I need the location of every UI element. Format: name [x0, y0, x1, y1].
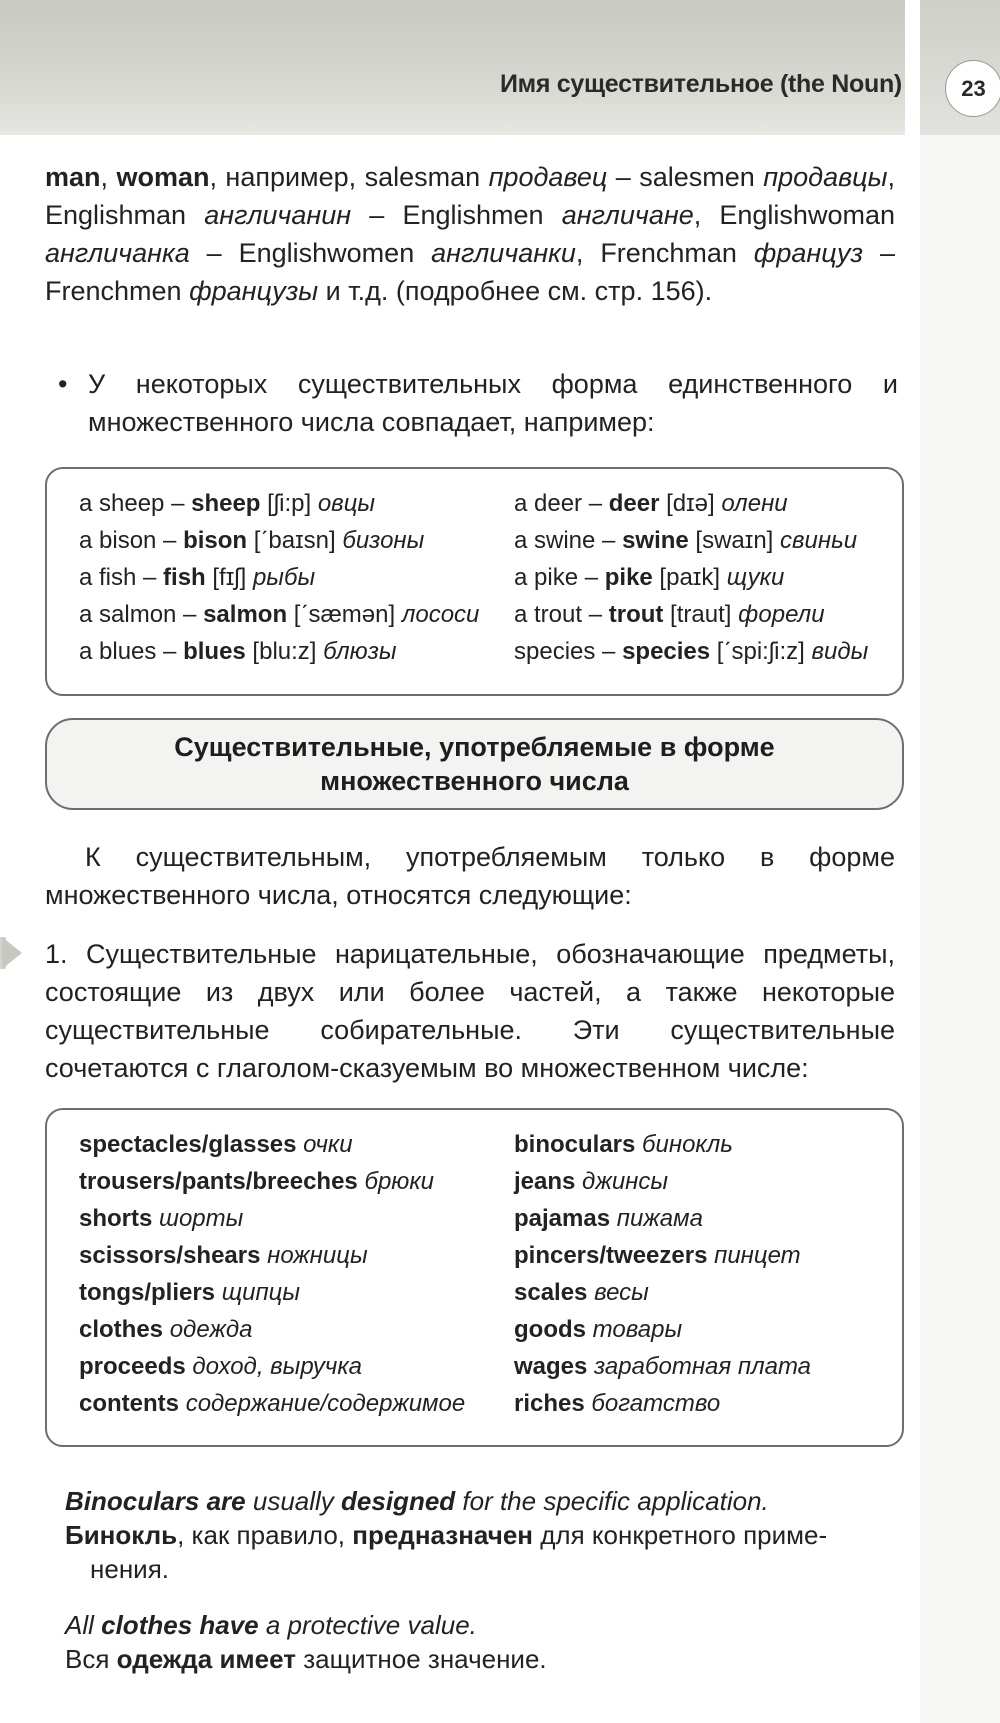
plural-noun-row: clothes одежда	[79, 1316, 253, 1343]
bullet-dot-icon: •	[58, 369, 68, 399]
same-form-row: a sheep – sheep [ʃi:p] овцы	[79, 490, 376, 517]
same-form-row: a salmon – salmon [ˊsæmən] лососи	[79, 601, 480, 628]
same-form-row: species – species [ˊspi:ʃi:z] виды	[514, 638, 869, 665]
plural-nouns-box	[45, 1108, 904, 1447]
plural-noun-row: wages заработная плата	[514, 1353, 812, 1380]
section-heading	[45, 718, 904, 810]
intro-translation: французы	[189, 276, 319, 306]
intro-word: woman	[116, 162, 210, 192]
same-form-row: a trout – trout [traut] форели	[514, 601, 825, 628]
intro-translation: англичанин	[204, 200, 352, 230]
example-1-russian: Бинокль, как правило, предназначен для конкретного приме- нения.	[65, 1520, 828, 1584]
example-1-english: Binoculars are usually designed for the specific application.	[65, 1486, 769, 1516]
intro-translation: француз	[753, 238, 864, 268]
intro-text: ,	[100, 162, 117, 192]
plural-noun-row: contents содержание/содержимое	[79, 1390, 466, 1417]
intro-translation: англичане	[561, 200, 694, 230]
intro-translation: англичанка	[45, 238, 190, 268]
intro-translation: англичанки	[431, 238, 576, 268]
intro-text: , например, salesman	[209, 162, 489, 192]
plural-noun-row: riches богатство	[514, 1390, 721, 1417]
plural-noun-row: goods товары	[514, 1316, 683, 1343]
intro-text: – Frenchmen	[45, 238, 895, 306]
bullet-paragraph	[58, 365, 898, 441]
plural-noun-row: shorts шорты	[79, 1205, 244, 1232]
side-strip	[920, 135, 1000, 1723]
running-header-title: Имя существительное (the Noun)	[500, 70, 902, 98]
section-heading-line: Существительные, употребляемые в форме	[174, 732, 775, 762]
bullet-text: У некоторых существительных форма единственного и множественного числа совпадает, например:	[88, 369, 898, 437]
margin-arrow-icon	[2, 937, 22, 969]
intro-word: man	[45, 162, 101, 192]
same-form-row: a pike – pike [paɪk] щуки	[514, 564, 785, 591]
same-forms-box	[45, 467, 904, 696]
plural-noun-row: tongs/pliers щипцы	[79, 1279, 301, 1306]
plural-noun-row: jeans джинсы	[514, 1168, 669, 1195]
same-form-row: a blues – blues [blu:z] блюзы	[79, 638, 397, 665]
plural-noun-row: trousers/pants/breeches брюки	[79, 1168, 435, 1195]
plural-noun-row: pincers/tweezers пинцет	[514, 1242, 801, 1269]
intro-text: и т.д. (подробнее см. стр. 156).	[318, 276, 713, 306]
section-heading-line: множественного числа	[320, 766, 629, 796]
page-number: 23	[961, 75, 986, 101]
same-form-row: a deer – deer [dɪə] олени	[514, 490, 788, 517]
example-2-russian: Вся одежда имеет защитное значение.	[65, 1644, 547, 1674]
intro-text: – salesmen	[607, 162, 764, 192]
intro-text: , Frenchman	[575, 238, 754, 268]
intro-text: – Englishmen	[351, 200, 562, 230]
intro-translation: продавцы	[763, 162, 888, 192]
plural-noun-row: pajamas пижама	[514, 1205, 703, 1232]
same-form-row: a bison – bison [ˊbaɪsn] бизоны	[79, 527, 425, 554]
plural-noun-row: scales весы	[514, 1279, 649, 1306]
page-edge-gap	[905, 0, 920, 1723]
intro-text: , Englishwoman	[693, 200, 895, 230]
plural-noun-row: proceeds доход, выручка	[79, 1353, 362, 1380]
plural-intro-paragraph: К существительным, употребляемым только в форме множественного числа, относятся следующие:	[45, 842, 895, 910]
example-2-english: All clothes have a protective value.	[65, 1610, 477, 1640]
plural-noun-row: binoculars бинокль	[514, 1131, 733, 1158]
intro-text: , Englishman	[45, 162, 895, 230]
intro-paragraph	[45, 158, 895, 310]
same-form-row: a fish – fish [fɪʃ] рыбы	[79, 564, 316, 591]
page-number-badge	[945, 60, 1000, 117]
rule-1-paragraph: 1. Существительные нарицательные, обозначающие предметы, состоящие из двух или более частей, а также некоторые существительные собирательные. Эти существительные сочетаются с глаголом-сказуемым во множественном числе:	[45, 939, 895, 1083]
same-form-row: a swine – swine [swaɪn] свиньи	[514, 527, 858, 554]
intro-translation: продавец	[488, 162, 608, 192]
plural-noun-row: spectacles/glasses очки	[79, 1131, 353, 1158]
intro-text: – Englishwomen	[189, 238, 432, 268]
plural-noun-row: scissors/shears ножницы	[79, 1242, 368, 1269]
header-band	[0, 0, 905, 135]
